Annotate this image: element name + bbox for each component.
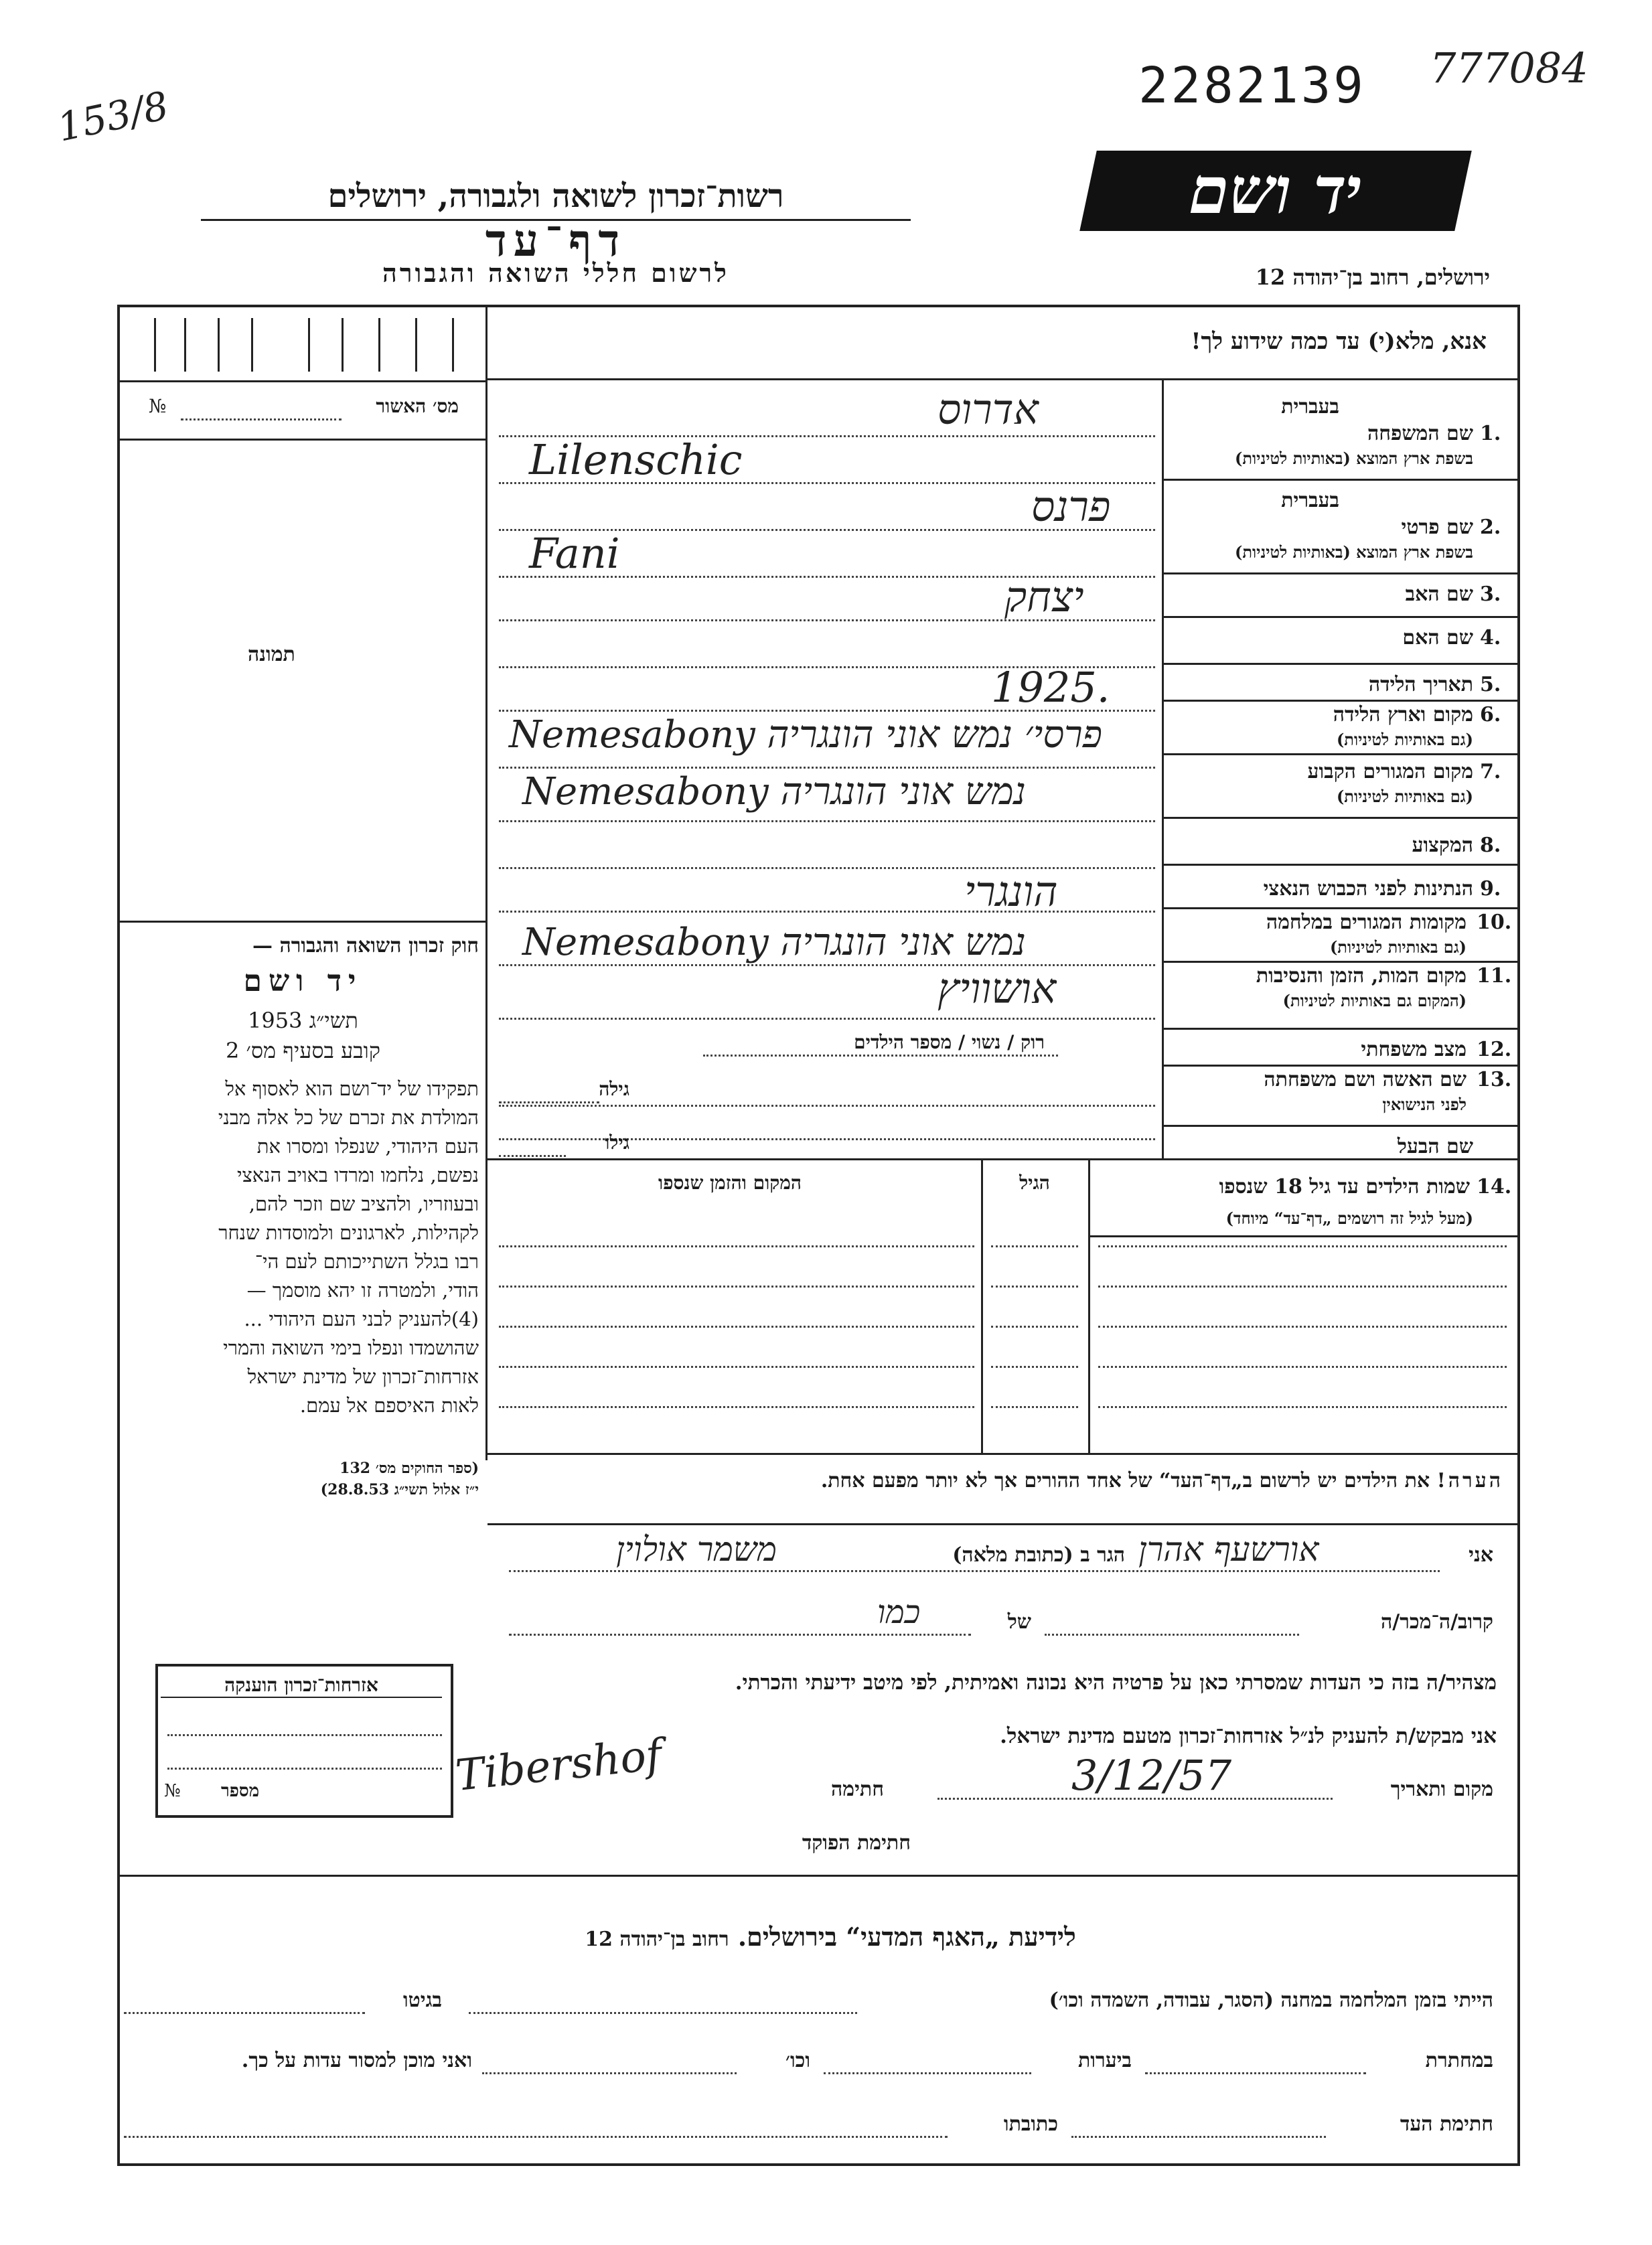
father-name: יצחק [1004, 572, 1084, 621]
authority-name: רשות־זכרון לשואה ולגבורה, ירושלים [201, 177, 911, 221]
wartime-residence: Nemesabony נמש אוני הונגריה [522, 921, 1026, 964]
family-name-latin: Lilenschic [529, 435, 743, 484]
field-note: בשפת ארץ המוצא (באותיות לטיניות) [1235, 449, 1473, 468]
signature-value: Tibershof [453, 1730, 664, 1801]
family-name-hebrew: אדרוס [937, 385, 1039, 434]
law-section-ref: קובע בסעיף מס׳ 2 [226, 1038, 380, 1063]
footer-etc-label: וכו׳ [785, 2049, 810, 2072]
witness-address: משמר אולוין [616, 1530, 777, 1569]
footer-address: רחוב בן־יהודה 12 [585, 1928, 729, 1951]
children-age-header: הגיל [1019, 1172, 1050, 1194]
children-place-header: המקום והזמן שנספו [658, 1172, 802, 1194]
citizenship-title: אזרחות־זכרון הוענקה [161, 1674, 442, 1698]
birth-date: 1925. [991, 663, 1110, 712]
field-note: לפני הנישואין [1382, 1095, 1467, 1114]
footer-witness-signature: חתימת העד [1400, 2112, 1493, 2136]
date-value: 3/12/57 [1071, 1751, 1232, 1800]
official-signature-label: חתימת הפוקד [802, 1831, 911, 1855]
law-line: (4)להעניק לבני העם היהודי ... [244, 1308, 479, 1330]
footer-ghetto-label: בגיטו [402, 1989, 442, 2012]
birth-place: Nemesabony פרסי׳ נמש אוני הונגריה [509, 713, 1103, 757]
field-label: שם פרטי [1401, 516, 1473, 539]
serial-number: 2282139 [1138, 57, 1366, 114]
law-line: המולדת את זכרם של כל אלה מבני [218, 1106, 479, 1129]
field-number: 9. [1480, 877, 1501, 901]
declaration-relative: קרוב/ה־מכר/ה [1380, 1610, 1493, 1634]
field-note: (גם באותיות לטיניות) [1336, 730, 1473, 749]
field-number: 12. [1477, 1038, 1512, 1061]
age-label-wife: גילה [599, 1078, 629, 1100]
footer-testimony-label: ואני מוכן למסור עדות על כך. [241, 2049, 472, 2072]
field-label: מקום וארץ הלידה [1333, 703, 1473, 726]
field-number: 1. [1480, 422, 1501, 445]
field-number: 4. [1480, 626, 1501, 649]
field-number: 7. [1480, 760, 1501, 783]
note-text: את הילדים יש לרשום ב„דף־העד“ של אחד ההורים אך לא יותר מפעם אחת. [820, 1469, 1430, 1492]
law-line: לאות האיספם אל עמם. [299, 1394, 479, 1417]
field-label: שם האם [1402, 626, 1473, 649]
declaration-of: של [1007, 1610, 1031, 1634]
field-label: המקצוע [1412, 834, 1473, 857]
footer-forest-label: ביערות [1077, 2049, 1132, 2072]
law-line: נפשם, נלחמו ומרדו באויב הנאצי [236, 1164, 479, 1186]
law-line: רבו בגלל השתייכותם לעם הי־ [254, 1250, 479, 1273]
marital-options: רוק / נשוי / מספר הילדים [854, 1031, 1045, 1053]
field-label: מקום המגורים הקבוע [1307, 760, 1473, 783]
law-title: חוק זכרון השואה והגבורה — [252, 934, 479, 957]
field-label: שם האשה ושם משפחתה [1264, 1068, 1467, 1091]
law-line: ובעוזריו, ולהציב שם וזכר להם, [248, 1192, 479, 1215]
husband-label: שם הבעל [1397, 1135, 1473, 1158]
law-line: שהושמדו ונפלו בימי השואה והמרי [223, 1336, 479, 1359]
signature-label: חתימה [831, 1778, 884, 1801]
permanent-residence: Nemesabony נמש אוני הונגריה [522, 770, 1026, 814]
age-label-husband: גילו [605, 1132, 629, 1154]
form-subtitle: לרשום חללי השואה והגבורה [382, 258, 729, 288]
witness-name: אורשעף אהרן [1138, 1530, 1319, 1569]
field-number: 8. [1480, 834, 1501, 857]
yad-vashem-logo: יד ושם [1079, 151, 1472, 231]
relation-value: כמו [877, 1594, 921, 1631]
citizenship-number-label: מספר [221, 1781, 260, 1801]
field-label: שם המשפחה [1367, 422, 1473, 445]
law-line: אזרחות־זכרון של מדינת ישראל [247, 1365, 479, 1388]
law-line: הודי, ולמטרה זו יהא מוסמך — [246, 1279, 479, 1302]
note [499, 1466, 1503, 1496]
in-hebrew-label: בעברית [1281, 489, 1339, 512]
law-line: העם היהודי, שנפלו ומסרו את [256, 1135, 479, 1158]
field-number: 6. [1480, 703, 1501, 726]
footer-camp-label: הייתי בזמן המלחמה במחנה (הסגר, עבודה, השמדה וכו׳) [1049, 1989, 1493, 2012]
declaration-resides: הגר ב (כתובת מלאה) [952, 1543, 1125, 1567]
law-line: תפקידו של יד־ושם הוא לאסוף אל [225, 1077, 479, 1100]
children-label: שמות הילדים עד גיל 18 שנספו [1219, 1175, 1470, 1198]
footer-title [201, 1922, 1460, 1952]
archive-number: 777084 [1430, 44, 1588, 92]
field-label: מקומות המגורים במלחמה [1266, 911, 1467, 934]
field-label: מצב משפחתי [1361, 1038, 1467, 1061]
declaration-i: אני [1469, 1543, 1493, 1567]
request-text: אנא, מלא(י) עד כמה שידוע לך! [1191, 328, 1487, 355]
field-number: 10. [1477, 911, 1512, 934]
first-name-hebrew: פרנס [1031, 482, 1111, 531]
field-note: (גם באותיות לטיניות) [1336, 787, 1473, 806]
header-address: ירושלים, רחוב בן־יהודה 12 [1255, 264, 1490, 290]
corner-annotation: 153/8 [53, 82, 173, 151]
death-place: אושוויץ [937, 964, 1057, 1013]
footer-underground-label: במחתרת [1425, 2049, 1493, 2072]
field-number: 2. [1480, 516, 1501, 539]
field-label: תאריך הלידה [1368, 673, 1473, 696]
law-body [127, 1075, 479, 1420]
children-note: (מעל לגיל זה רושמים „דף־עד“ מיוחד) [1225, 1209, 1473, 1228]
field-note: (המקום גם באותיות לטיניות) [1282, 991, 1467, 1010]
field-number: 3. [1480, 583, 1501, 606]
photo-label: תמונה [248, 643, 295, 666]
form-title: דף־עד [485, 214, 627, 266]
citizenship: הונגרי [964, 867, 1058, 916]
declaration-line-2: אני מבקש/ת להעניק לנ״ל אזרחות־זכרון מטעם מדינת ישראל. [1000, 1724, 1497, 1748]
field-label: הנתינות לפני הכבוש הנאצי [1263, 877, 1473, 901]
place-date-label: מקום ותאריך [1390, 1778, 1493, 1801]
field-note: (גם באותיות לטיניות) [1329, 937, 1467, 957]
law-year: תשי״ג 1953 [248, 1008, 358, 1033]
law-line: לקהילות, לארגונים ולמוסדות שנחר [218, 1221, 479, 1244]
law-reference-1: (ספר החוקים מס׳ 132 [340, 1460, 479, 1477]
footer-title-text: לידיעת „האגף המדעי“ בירושלים. [737, 1922, 1076, 1952]
declaration-line-1: מצהיר/ה בזה כי העדות שמסרתי כאן על פרטיה היא נכונה ואמיתית, לפי מיטב ידיעתי והכרתי. [735, 1671, 1497, 1695]
first-name-latin: Fani [529, 529, 620, 578]
citizenship-no-sign: № [164, 1781, 181, 1801]
field-number: 11. [1477, 964, 1512, 988]
field-label: מקום המות, הזמן והנסיבות [1256, 964, 1467, 988]
field-note: בשפת ארץ המוצא (באותיות לטיניות) [1235, 542, 1473, 562]
field-label: שם האב [1405, 583, 1473, 606]
footer-witness-address: כתובתו [1003, 2112, 1058, 2136]
law-reference-2: י״ז אלול תשי״ג 28.8.53) [320, 1481, 479, 1498]
approval-number-label: מס׳ האשור [376, 395, 459, 417]
approval-no-sign: № [149, 395, 167, 417]
field-number: 13. [1477, 1068, 1512, 1091]
in-hebrew-label: בעברית [1281, 395, 1339, 418]
note-label: הערה! [1436, 1469, 1503, 1492]
field-number: 5. [1480, 673, 1501, 696]
field-number: 14. [1477, 1175, 1512, 1198]
law-name: יד ושם [243, 964, 363, 998]
